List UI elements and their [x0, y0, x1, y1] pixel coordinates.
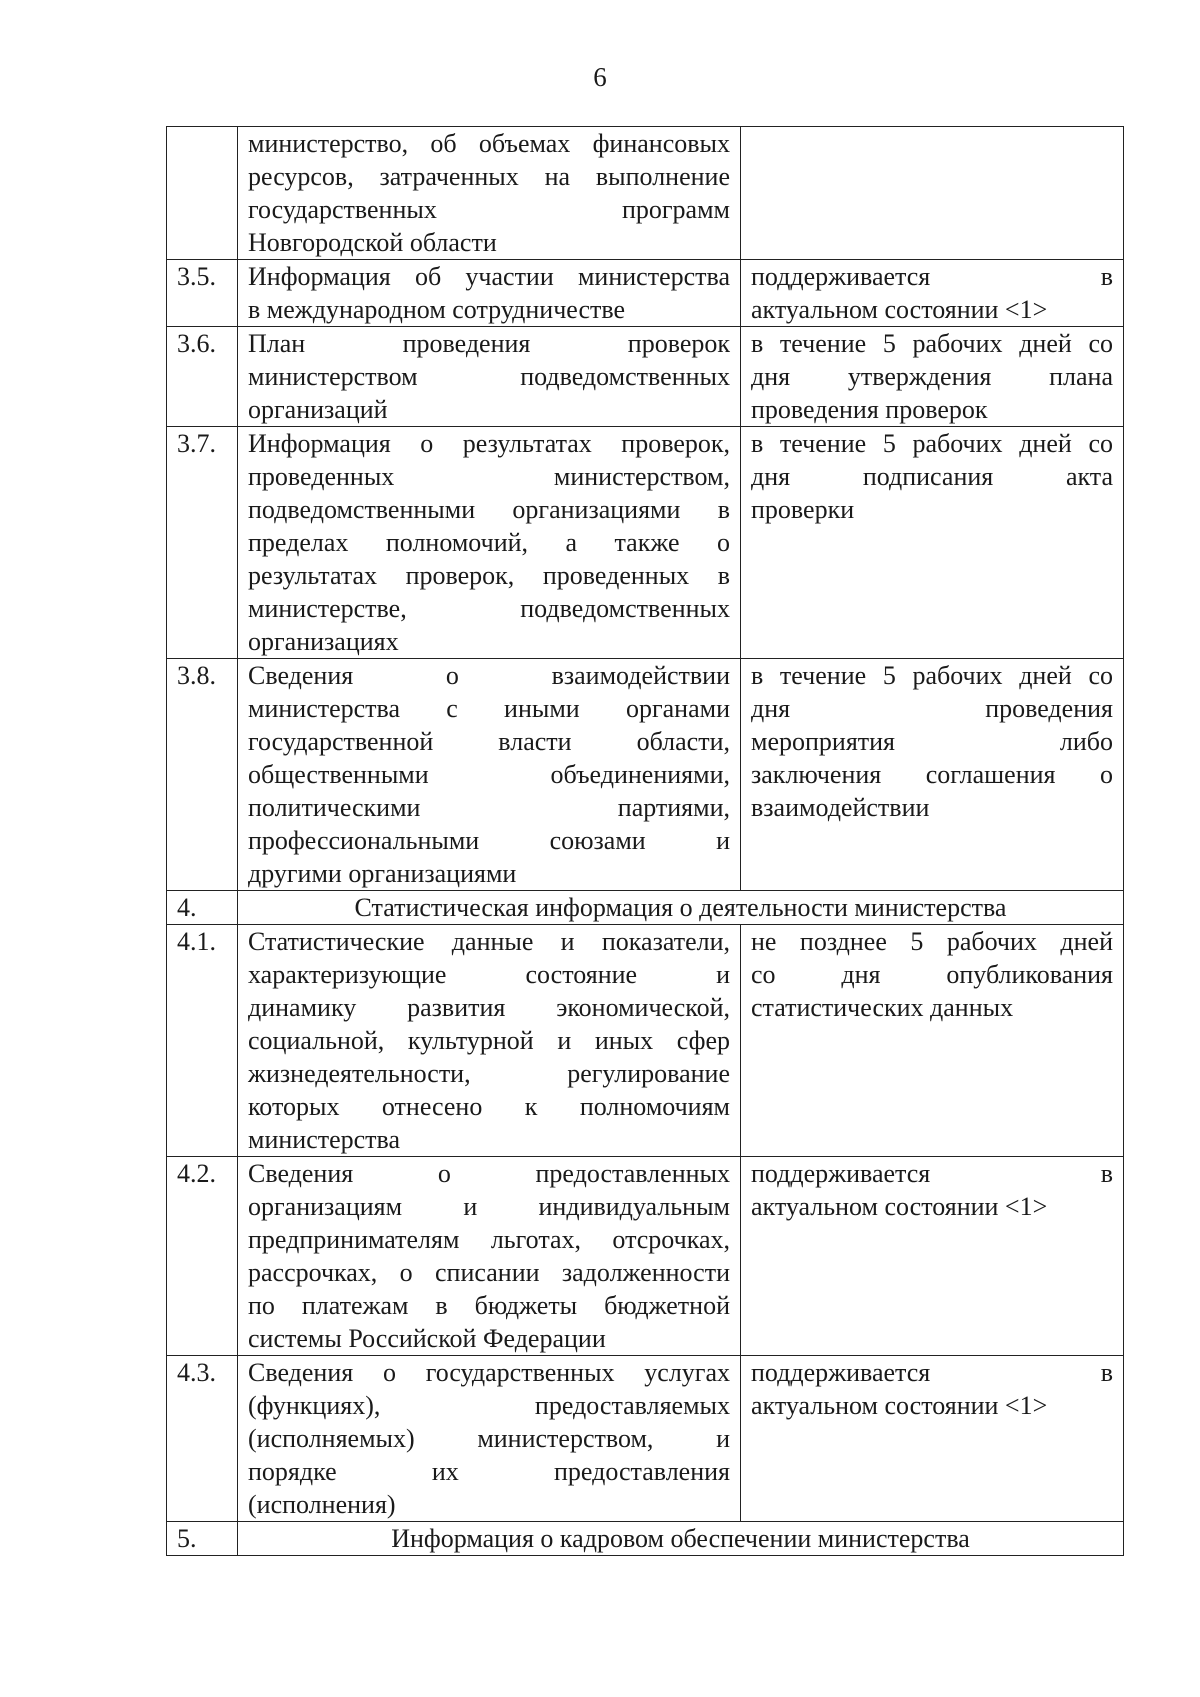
page-number: 6 [593, 62, 607, 92]
item-deadline [741, 925, 1124, 1157]
row-number: 4.1. [167, 925, 238, 1157]
deadline-line: актуальном состоянии <1> [751, 1192, 1048, 1221]
item-deadline [741, 260, 1124, 327]
description-line: (функциях), предоставляемых [248, 1391, 730, 1420]
item-description [238, 327, 741, 427]
description-line: организациях [248, 627, 399, 656]
section-title: Информация о кадровом обеспечении министерства [238, 1522, 1124, 1556]
description-line: характеризующие состояние и [248, 960, 730, 989]
description-line: которых отнесено к полномочиям [248, 1092, 730, 1121]
description-line: министерства [248, 1125, 401, 1154]
description-line: жизнедеятельности, регулирование [248, 1059, 730, 1088]
deadline-line: поддерживается в [751, 1159, 1113, 1188]
deadline-line: в течение 5 рабочих дней со [751, 661, 1113, 690]
row-number: 3.6. [167, 327, 238, 427]
row-number: 4. [167, 891, 238, 925]
row-number: 3.7. [167, 427, 238, 659]
row-number: 3.5. [167, 260, 238, 327]
description-line: Информация об участии министерства [248, 262, 730, 291]
description-line: результатах проверок, проведенных в [248, 561, 730, 590]
item-deadline [741, 127, 1124, 260]
description-line: другими организациями [248, 859, 517, 888]
description-line: организаций [248, 395, 388, 424]
deadline-line: проведения проверок [751, 395, 988, 424]
description-line: (исполнения) [248, 1490, 396, 1519]
description-line: политическими партиями, [248, 793, 730, 822]
description-line: системы Российской Федерации [248, 1324, 606, 1353]
item-description [238, 260, 741, 327]
table-row [167, 1157, 1124, 1356]
description-line: министерством подведомственных [248, 362, 730, 391]
description-line: Статистические данные и показатели, [248, 927, 730, 956]
deadline-line: не позднее 5 рабочих дней [751, 927, 1113, 956]
deadline-line: поддерживается в [751, 1358, 1113, 1387]
description-line: Сведения о взаимодействии [248, 661, 730, 690]
description-line: проведенных министерством, [248, 462, 730, 491]
section-row [167, 1522, 1124, 1556]
description-line: министерстве, подведомственных [248, 594, 730, 623]
section-row [167, 891, 1124, 925]
table-row [167, 925, 1124, 1157]
description-line: профессиональными союзами и [248, 826, 730, 855]
section-title: Статистическая информация о деятельности министерства [238, 891, 1124, 925]
row-number: 4.3. [167, 1356, 238, 1522]
description-line: государственных программ [248, 195, 730, 224]
description-line: План проведения проверок [248, 329, 730, 358]
item-deadline [741, 427, 1124, 659]
description-line: динамику развития экономической, [248, 993, 730, 1022]
deadline-line: дня подписания акта [751, 462, 1113, 491]
info-table [166, 126, 1124, 1556]
item-description [238, 427, 741, 659]
description-line: организациям и индивидуальным [248, 1192, 730, 1221]
description-line: пределах полномочий, а также о [248, 528, 730, 557]
description-line: по платежам в бюджеты бюджетной [248, 1291, 730, 1320]
description-line: ресурсов, затраченных на выполнение [248, 162, 730, 191]
description-line: Информация о результатах проверок, [248, 429, 730, 458]
deadline-line: актуальном состоянии <1> [751, 1391, 1048, 1420]
item-deadline [741, 327, 1124, 427]
description-line: общественными объединениями, [248, 760, 730, 789]
item-description [238, 925, 741, 1157]
description-line: предпринимателям льготах, отсрочках, [248, 1225, 730, 1254]
deadline-line: взаимодействии [751, 793, 930, 822]
deadline-line: проверки [751, 495, 855, 524]
description-line: Новгородской области [248, 228, 497, 257]
description-line: рассрочках, о списании задолженности [248, 1258, 730, 1287]
description-line: государственной власти области, [248, 727, 730, 756]
description-line: министерства с иными органами [248, 694, 730, 723]
row-number: 4.2. [167, 1157, 238, 1356]
description-line: в международном сотрудничестве [248, 295, 626, 324]
table-row [167, 1356, 1124, 1522]
row-number [167, 127, 238, 260]
description-line: подведомственными организациями в [248, 495, 730, 524]
item-description [238, 1157, 741, 1356]
item-description [238, 659, 741, 891]
deadline-line: в течение 5 рабочих дней со [751, 429, 1113, 458]
description-line: Сведения о предоставленных [248, 1159, 730, 1188]
deadline-line: поддерживается в [751, 262, 1113, 291]
item-deadline [741, 1157, 1124, 1356]
item-description [238, 127, 741, 260]
description-line: министерство, об объемах финансовых [248, 129, 730, 158]
row-number: 3.8. [167, 659, 238, 891]
table-row [167, 427, 1124, 659]
description-line: Сведения о государственных услугах [248, 1358, 730, 1387]
deadline-line: со дня опубликования [751, 960, 1113, 989]
table-body [167, 127, 1124, 1556]
description-line: порядке их предоставления [248, 1457, 730, 1486]
deadline-line: дня проведения [751, 694, 1113, 723]
deadline-line: актуальном состоянии <1> [751, 295, 1048, 324]
table-row [167, 659, 1124, 891]
deadline-line: дня утверждения плана [751, 362, 1113, 391]
deadline-line: в течение 5 рабочих дней со [751, 329, 1113, 358]
table-row [167, 260, 1124, 327]
table-row [167, 127, 1124, 260]
item-description [238, 1356, 741, 1522]
table-row [167, 327, 1124, 427]
description-line: (исполняемых) министерством, и [248, 1424, 730, 1453]
deadline-line: статистических данных [751, 993, 1014, 1022]
deadline-line: заключения соглашения о [751, 760, 1113, 789]
deadline-line: мероприятия либо [751, 727, 1113, 756]
item-deadline [741, 1356, 1124, 1522]
row-number: 5. [167, 1522, 238, 1556]
item-deadline [741, 659, 1124, 891]
description-line: социальной, культурной и иных сфер [248, 1026, 730, 1055]
